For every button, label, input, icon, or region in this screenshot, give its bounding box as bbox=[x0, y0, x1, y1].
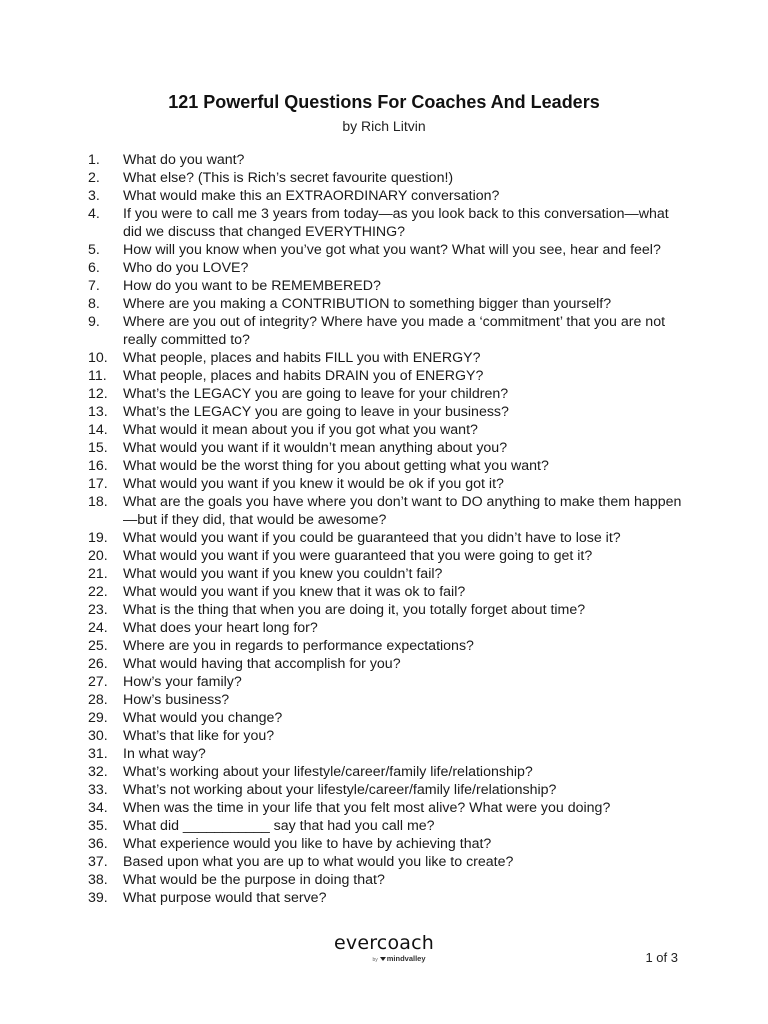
question-text: What would it mean about you if you got what you want? bbox=[123, 422, 478, 438]
question-text: Where are you in regards to performance expectations? bbox=[123, 638, 474, 654]
question-item bbox=[88, 745, 688, 763]
question-item bbox=[88, 871, 688, 889]
question-text: What does your heart long for? bbox=[123, 620, 318, 636]
question-number: 31. bbox=[88, 746, 108, 762]
question-text: What would you want if you knew it would be ok if you got it? bbox=[123, 476, 504, 492]
question-text: What’s the LEGACY you are going to leave in your business? bbox=[123, 404, 509, 420]
question-text: What would you want if you knew you couldn’t fail? bbox=[123, 566, 443, 582]
question-number: 7. bbox=[88, 278, 100, 294]
question-item bbox=[88, 583, 688, 601]
question-text: What else? (This is Rich’s secret favourite question!) bbox=[123, 170, 454, 186]
question-number: 9. bbox=[88, 314, 100, 330]
question-text: If you were to call me 3 years from today—as you look back to this conversation—what did we discuss that changed EVERYTHING? bbox=[123, 206, 669, 240]
question-number: 13. bbox=[88, 404, 108, 420]
question-text: When was the time in your life that you felt most alive? What were you doing? bbox=[123, 800, 611, 816]
question-number: 5. bbox=[88, 242, 100, 258]
question-number: 14. bbox=[88, 422, 108, 438]
question-item bbox=[88, 655, 688, 673]
question-item bbox=[88, 493, 688, 529]
question-item bbox=[88, 673, 688, 691]
question-text: What would you want if you knew that it was ok to fail? bbox=[123, 584, 466, 600]
question-number: 37. bbox=[88, 854, 108, 870]
logo-by-text: by bbox=[372, 957, 378, 963]
question-item bbox=[88, 313, 688, 349]
question-number: 25. bbox=[88, 638, 108, 654]
question-text: What’s not working about your lifestyle/career/family life/relationship? bbox=[123, 782, 557, 798]
question-item bbox=[88, 169, 688, 187]
question-text: Who do you LOVE? bbox=[123, 260, 249, 276]
question-text: What would you change? bbox=[123, 710, 283, 726]
question-text: What would you want if it wouldn’t mean anything about you? bbox=[123, 440, 508, 456]
question-number: 26. bbox=[88, 656, 108, 672]
question-text: How’s your family? bbox=[123, 674, 242, 690]
page-number: 1 of 3 bbox=[645, 950, 678, 965]
question-item bbox=[88, 763, 688, 781]
question-text: What would make this an EXTRAORDINARY conversation? bbox=[123, 188, 500, 204]
question-item bbox=[88, 295, 688, 313]
question-text: What would be the purpose in doing that? bbox=[123, 872, 385, 888]
question-number: 39. bbox=[88, 890, 108, 906]
question-number: 34. bbox=[88, 800, 108, 816]
question-text: What did ___________ say that had you call me? bbox=[123, 818, 435, 834]
question-number: 20. bbox=[88, 548, 108, 564]
question-text: What is the thing that when you are doing it, you totally forget about time? bbox=[123, 602, 586, 618]
question-text: What would be the worst thing for you about getting what you want? bbox=[123, 458, 549, 474]
question-text: What’s that like for you? bbox=[123, 728, 275, 744]
question-number: 23. bbox=[88, 602, 108, 618]
question-text: How’s business? bbox=[123, 692, 230, 708]
question-number: 21. bbox=[88, 566, 108, 582]
question-list bbox=[88, 151, 688, 907]
question-text: Where are you making a CONTRIBUTION to something bigger than yourself? bbox=[123, 296, 612, 312]
question-item bbox=[88, 601, 688, 619]
question-number: 30. bbox=[88, 728, 108, 744]
question-text: In what way? bbox=[123, 746, 206, 762]
question-item bbox=[88, 367, 688, 385]
question-text: What’s working about your lifestyle/career/family life/relationship? bbox=[123, 764, 533, 780]
question-text: Where are you out of integrity? Where have you made a ‘commitment’ that you are not really committed to? bbox=[123, 314, 666, 348]
question-item bbox=[88, 529, 688, 547]
page-title: 121 Powerful Questions For Coaches And Leaders bbox=[168, 92, 600, 112]
question-item bbox=[88, 277, 688, 295]
question-item bbox=[88, 439, 688, 457]
question-number: 1. bbox=[88, 152, 100, 168]
question-text: What experience would you like to have by achieving that? bbox=[123, 836, 492, 852]
question-number: 4. bbox=[88, 206, 100, 222]
question-number: 33. bbox=[88, 782, 108, 798]
logo-brand-text: mindvalley bbox=[386, 954, 426, 963]
question-text: How will you know when you’ve got what you want? What will you see, hear and feel? bbox=[123, 242, 661, 258]
logo-wordmark: evercoach bbox=[333, 932, 435, 954]
question-item bbox=[88, 889, 688, 907]
question-number: 15. bbox=[88, 440, 108, 456]
mindvalley-mark-icon bbox=[380, 957, 386, 961]
question-number: 35. bbox=[88, 818, 108, 834]
question-item bbox=[88, 817, 688, 835]
question-item bbox=[88, 151, 688, 169]
question-item bbox=[88, 835, 688, 853]
question-item bbox=[88, 691, 688, 709]
question-item bbox=[88, 457, 688, 475]
question-number: 8. bbox=[88, 296, 100, 312]
question-number: 2. bbox=[88, 170, 100, 186]
question-item bbox=[88, 475, 688, 493]
question-number: 27. bbox=[88, 674, 108, 690]
question-text: What purpose would that serve? bbox=[123, 890, 327, 906]
question-text: What people, places and habits DRAIN you of ENERGY? bbox=[123, 368, 484, 384]
question-text: What would you want if you could be guaranteed that you didn’t have to lose it? bbox=[123, 530, 621, 546]
question-text: What would you want if you were guaranteed that you were going to get it? bbox=[123, 548, 593, 564]
question-item bbox=[88, 709, 688, 727]
question-text: What’s the LEGACY you are going to leave for your children? bbox=[123, 386, 509, 402]
question-number: 36. bbox=[88, 836, 108, 852]
question-item bbox=[88, 799, 688, 817]
question-text: How do you want to be REMEMBERED? bbox=[123, 278, 381, 294]
question-item bbox=[88, 259, 688, 277]
question-number: 19. bbox=[88, 530, 108, 546]
author-byline: by Rich Litvin bbox=[342, 118, 426, 134]
question-item bbox=[88, 637, 688, 655]
question-item bbox=[88, 187, 688, 205]
question-item bbox=[88, 403, 688, 421]
question-number: 12. bbox=[88, 386, 108, 402]
question-number: 24. bbox=[88, 620, 108, 636]
question-text: What people, places and habits FILL you with ENERGY? bbox=[123, 350, 481, 366]
question-number: 16. bbox=[88, 458, 108, 474]
question-text: What are the goals you have where you don’t want to DO anything to make them happen—but if they did, that would be awesome? bbox=[123, 494, 682, 528]
question-number: 11. bbox=[88, 368, 107, 384]
question-number: 28. bbox=[88, 692, 108, 708]
question-number: 10. bbox=[88, 350, 108, 366]
question-item bbox=[88, 781, 688, 799]
question-number: 6. bbox=[88, 260, 100, 276]
question-number: 38. bbox=[88, 872, 108, 888]
question-item bbox=[88, 853, 688, 871]
question-text: What would having that accomplish for you? bbox=[123, 656, 401, 672]
question-item bbox=[88, 349, 688, 367]
question-number: 22. bbox=[88, 584, 108, 600]
question-item bbox=[88, 421, 688, 439]
question-item bbox=[88, 547, 688, 565]
question-number: 29. bbox=[88, 710, 108, 726]
question-number: 17. bbox=[88, 476, 108, 492]
question-item bbox=[88, 565, 688, 583]
question-text: Based upon what you are up to what would you like to create? bbox=[123, 854, 514, 870]
question-item bbox=[88, 727, 688, 745]
question-item bbox=[88, 619, 688, 637]
question-number: 18. bbox=[88, 494, 108, 510]
question-item bbox=[88, 205, 688, 241]
question-item bbox=[88, 385, 688, 403]
question-item bbox=[88, 241, 688, 259]
question-text: What do you want? bbox=[123, 152, 245, 168]
question-number: 32. bbox=[88, 764, 108, 780]
question-number: 3. bbox=[88, 188, 100, 204]
